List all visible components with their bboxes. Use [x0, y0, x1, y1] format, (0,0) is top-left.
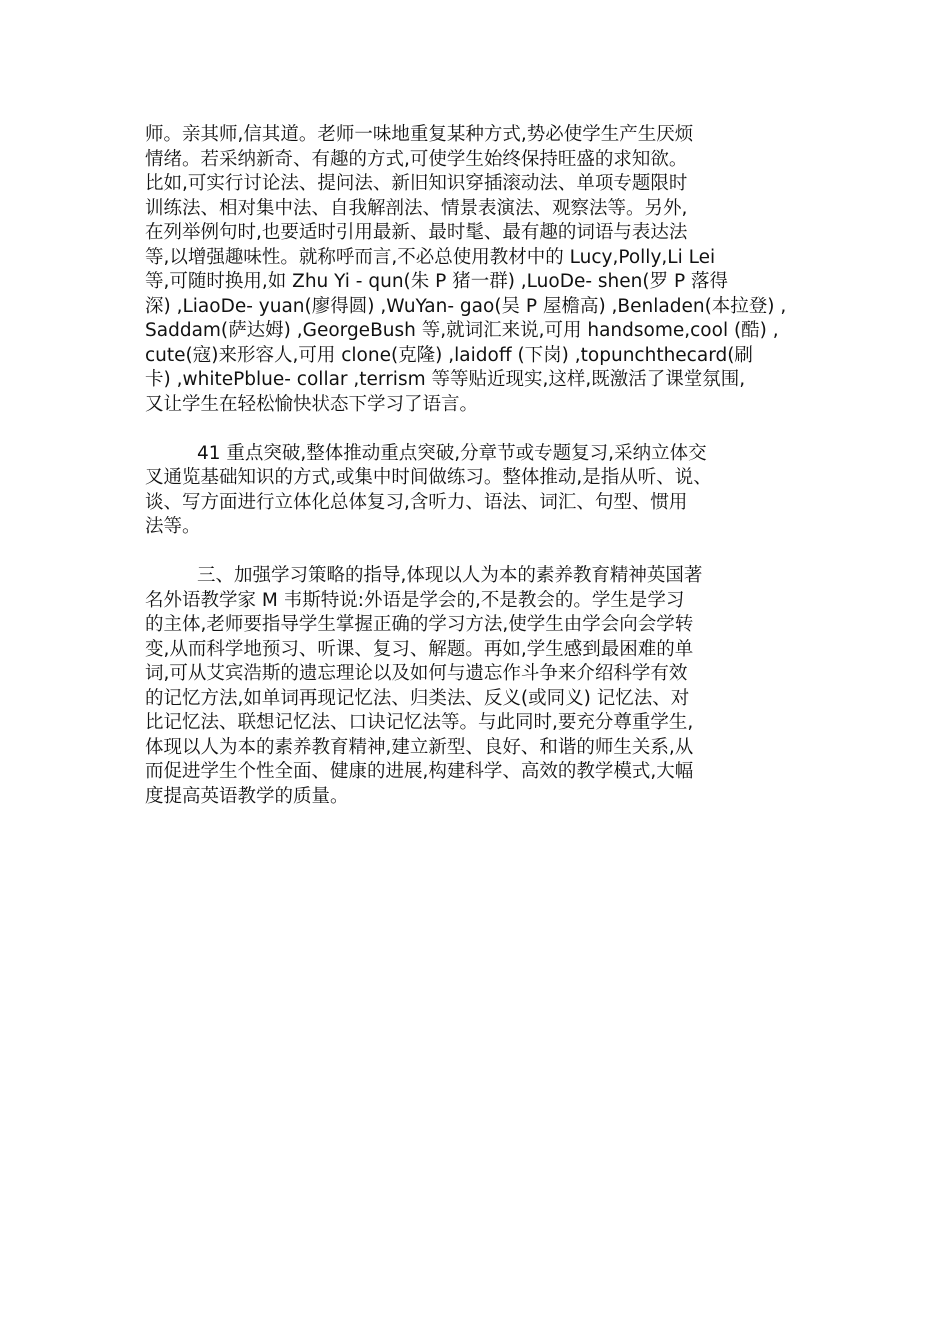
paragraph-1 — [145, 123, 825, 417]
text-line: 的记忆方法,如单词再现记忆法、归类法、反义(或同义) 记忆法、对 — [145, 687, 690, 709]
text-line: 体现以人为本的素养教育精神,建立新型、良好、和谐的师生关系,从 — [145, 736, 694, 758]
text-line: 训练法、相对集中法、自我解剖法、情景表演法、观察法等。另外, — [145, 197, 688, 219]
text-line: 三、加强学习策略的指导,体现以人为本的素养教育精神英国著 — [197, 565, 703, 586]
text-line: 法等。 — [145, 516, 201, 537]
text-line: 比如,可实行讨论法、提问法、新旧知识穿插滚动法、单项专题限时 — [145, 173, 688, 194]
document-body — [145, 123, 825, 834]
text-line: 又让学生在轻松愉快状态下学习了语言。 — [145, 393, 479, 415]
paragraph-3 — [145, 564, 825, 809]
text-line: 等,以增强趣味性。就称呼而言,不必总使用教材中的 Lucy,Polly,Li Lei — [145, 246, 716, 268]
text-line: 词,可从艾宾浩斯的遗忘理论以及如何与遗忘作斗争来介绍科学有效 — [145, 663, 688, 684]
text-line: 等,可随时换用,如 Zhu Yi - qun(朱 P 猪一群) ,LuoDe- shen(罗 P 落得 — [145, 271, 728, 292]
text-line: 比记忆法、联想记忆法、口诀记忆法等。与此同时,要充分尊重学生, — [145, 712, 694, 733]
text-line: 名外语教学家 M 韦斯特说:外语是学会的,不是教会的。学生是学习 — [145, 589, 685, 611]
text-line: Saddam(萨达姆) ,GeorgeBush 等,就词汇来说,可用 handsome,cool (酷) , — [145, 320, 779, 341]
text-line: 度提高英语教学的质量。 — [145, 785, 349, 807]
text-line: 深) ,LiaoDe- yuan(廖得圆) ,WuYan- gao(吴 P 屋檐高) ,Benladen(本拉登) , — [145, 295, 787, 317]
text-line: 谈、写方面进行立体化总体复习,含听力、语法、词汇、句型、惯用 — [145, 491, 688, 513]
paragraph-2 — [145, 442, 825, 540]
text-line: 卡) ,whitePblue- collar ,terrism 等等贴近现实,这样,既激活了课堂氛围, — [145, 369, 746, 390]
text-line: cute(寇)来形容人,可用 clone(克隆) ,laidoff (下岗) ,topunchthecard(刷 — [145, 344, 753, 366]
text-line: 的主体,老师要指导学生掌握正确的学习方法,使学生由学会向会学转 — [145, 614, 694, 635]
text-line: 41 重点突破,整体推动重点突破,分章节或专题复习,采纳立体交 — [197, 442, 707, 464]
text-line: 在列举例句时,也要适时引用最新、最时髦、最有趣的词语与表达法 — [145, 222, 688, 243]
text-line: 情绪。若采纳新奇、有趣的方式,可使学生始终保持旺盛的求知欲。 — [145, 148, 688, 170]
text-line: 而促进学生个性全面、健康的进展,构建科学、高效的教学模式,大幅 — [145, 761, 694, 782]
text-line: 师。亲其师,信其道。老师一味地重复某种方式,势必使学生产生厌烦 — [145, 124, 694, 145]
text-line: 叉通览基础知识的方式,或集中时间做练习。整体推动,是指从听、说、 — [145, 467, 712, 488]
text-line: 变,从而科学地预习、听课、复习、解题。再如,学生感到最困难的单 — [145, 638, 694, 660]
